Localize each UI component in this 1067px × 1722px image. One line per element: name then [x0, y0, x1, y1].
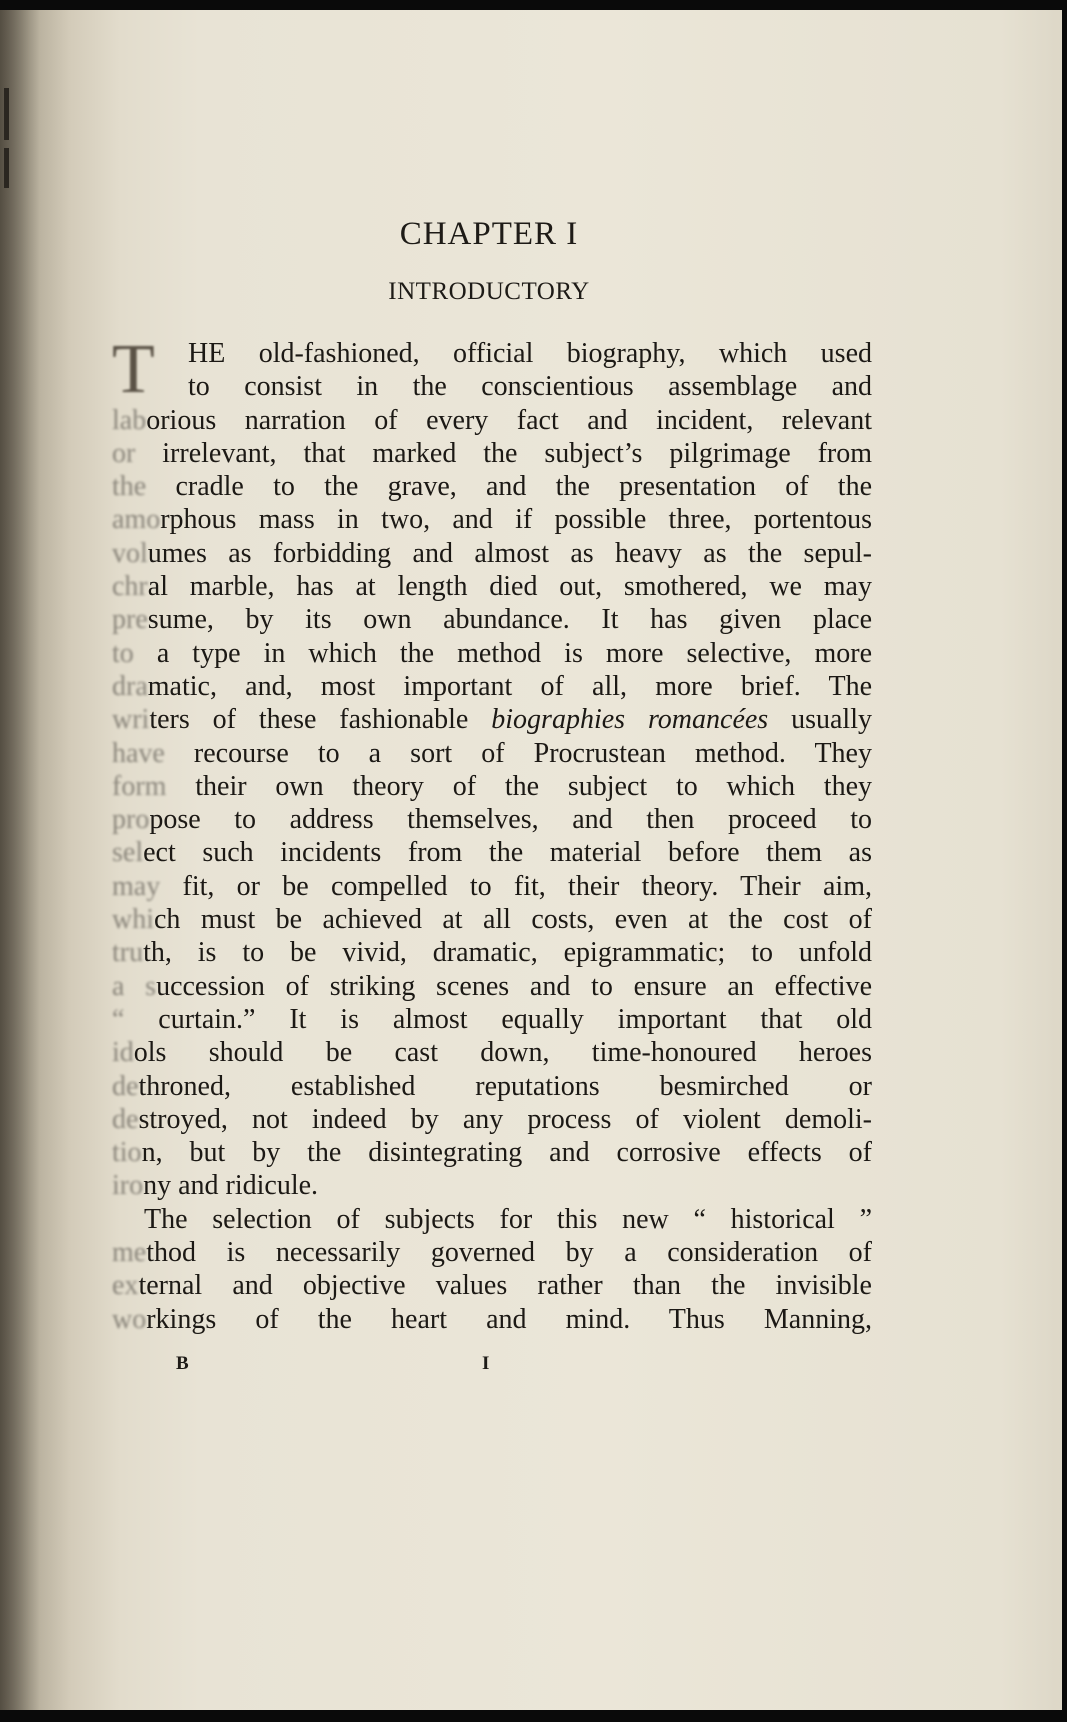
text-line	[112, 603, 872, 636]
binding-shadow	[0, 10, 40, 1710]
line-text: thod is necessarily governed by a consideration of	[146, 1237, 872, 1269]
text-line	[112, 1070, 872, 1103]
line-text: pose to address themselves, and then proceed to	[149, 804, 872, 836]
text-line	[112, 1136, 872, 1169]
line-text: al marble, has at length died out, smothered, we may	[147, 571, 872, 603]
line-text: fit, or be compelled to fit, their theory. Their aim,	[160, 870, 872, 902]
faded-margin-text: the	[112, 471, 147, 503]
faded-margin-text: tru	[112, 937, 144, 969]
text-line	[112, 1269, 872, 1302]
bottom-edge	[0, 1710, 1067, 1722]
faded-margin-text: whi	[112, 904, 154, 936]
line-text: sume, by its own abundance. It has given place	[147, 604, 872, 636]
line-text: their own theory of the subject to which they	[166, 770, 872, 802]
faded-margin-text: iro	[112, 1170, 144, 1202]
line-text: stroyed, not indeed by any process of violent demoli-	[138, 1103, 872, 1135]
faded-margin-text: pre	[112, 604, 148, 636]
line-text: usually	[768, 704, 872, 736]
text-line	[112, 836, 872, 869]
line-text: recourse to a sort of Procrustean method. They	[164, 737, 872, 769]
faded-margin-text: may	[112, 870, 161, 902]
line-text: ternal and objective values rather than the invisible	[138, 1270, 872, 1302]
text-line	[112, 1036, 872, 1069]
text-line	[112, 803, 872, 836]
text-line	[112, 703, 872, 736]
faded-margin-text: “	[112, 1003, 125, 1035]
faded-margin-text: amo	[112, 504, 161, 536]
line-text: rphous mass in two, and if possible three, portentous	[160, 504, 872, 536]
text-line	[112, 936, 872, 969]
text-line	[112, 770, 872, 803]
line-text: ters of these fashionable	[149, 704, 492, 736]
line-text: throned, established reputations besmirched or	[138, 1070, 872, 1102]
chapter-subtitle: INTRODUCTORY	[388, 278, 590, 305]
line-text: umes as forbidding and almost as heavy as the sepul-	[147, 537, 872, 569]
line-text: matic, and, most important of all, more brief. The	[147, 670, 872, 702]
line-text: orious narration of every fact and incident, relevant	[146, 404, 872, 436]
text-line	[112, 537, 872, 570]
text-line	[112, 670, 872, 703]
binding-mark	[4, 148, 9, 188]
italic-text: biographies romancées	[491, 704, 769, 736]
faded-margin-text: or	[112, 437, 136, 469]
faded-margin-text: tio	[112, 1137, 142, 1169]
faded-margin-text: a s	[112, 970, 157, 1002]
line-text: ny and ridicule.	[143, 1170, 319, 1202]
line-text: to consist in the conscientious assemblage and	[188, 371, 872, 403]
line-text: curtain.” It is almost equally important that old	[124, 1003, 872, 1035]
text-line	[112, 1203, 872, 1236]
text-line	[112, 1236, 872, 1269]
faded-margin-text: de	[112, 1070, 139, 1102]
line-text: ect such incidents from the material before them as	[143, 837, 872, 869]
page-number: I	[482, 1353, 490, 1374]
book-page	[0, 10, 1062, 1710]
text-line	[112, 1169, 872, 1202]
line-text: ch must be achieved at all costs, even at the cost of	[154, 904, 872, 936]
body-text	[112, 331, 873, 1336]
faded-margin-text: to	[112, 637, 134, 669]
text-line	[112, 570, 872, 603]
faded-margin-text: sel	[112, 837, 144, 869]
text-line	[112, 337, 872, 370]
faded-margin-text: have	[112, 737, 165, 769]
faded-margin-text: me	[112, 1237, 147, 1269]
line-text: ols should be cast down, time-honoured heroes	[133, 1037, 872, 1069]
faded-margin-text: ex	[112, 1270, 139, 1302]
text-line	[112, 970, 872, 1003]
text-line	[112, 470, 872, 503]
line-text: irrelevant, that marked the subject’s pilgrimage from	[135, 437, 872, 469]
text-line	[112, 1103, 872, 1136]
text-line	[112, 503, 872, 536]
line-text: rkings of the heart and mind. Thus Manning,	[146, 1303, 872, 1335]
faded-margin-text: dra	[112, 670, 148, 702]
line-text: The selection of subjects for this new “ historical ”	[144, 1203, 872, 1235]
text-line	[112, 370, 872, 403]
faded-margin-text: chr	[112, 571, 148, 603]
faded-margin-text: wo	[112, 1303, 147, 1335]
faded-margin-text: form	[112, 770, 167, 802]
binding-mark	[4, 88, 9, 140]
line-text: a type in which the method is more selective, more	[133, 637, 872, 669]
text-line	[112, 1003, 872, 1036]
text-line	[112, 404, 872, 437]
faded-margin-text: de	[112, 1103, 139, 1135]
text-line	[112, 637, 872, 670]
faded-margin-text: wri	[112, 704, 150, 736]
line-text: cradle to the grave, and the presentation of the	[146, 471, 872, 503]
faded-margin-text: lab	[112, 404, 147, 436]
faded-margin-text: pro	[112, 804, 150, 836]
line-text: th, is to be vivid, dramatic, epigrammatic; to unfold	[143, 937, 872, 969]
line-text: n, but by the disintegrating and corrosive effects of	[141, 1137, 872, 1169]
text-line	[112, 1303, 872, 1336]
text-line	[112, 437, 872, 470]
line-text: HE old-fashioned, official biography, which used	[188, 338, 872, 369]
faded-margin-text: vol	[112, 537, 148, 569]
faded-margin-text: id	[112, 1037, 134, 1069]
drop-cap: T	[112, 331, 155, 408]
signature-mark: B	[176, 1353, 189, 1374]
line-text: uccession of striking scenes and to ensure an effective	[156, 970, 873, 1002]
chapter-title: CHAPTER I	[399, 216, 579, 252]
text-line	[112, 737, 872, 770]
text-line	[112, 903, 872, 936]
text-line	[112, 870, 872, 903]
